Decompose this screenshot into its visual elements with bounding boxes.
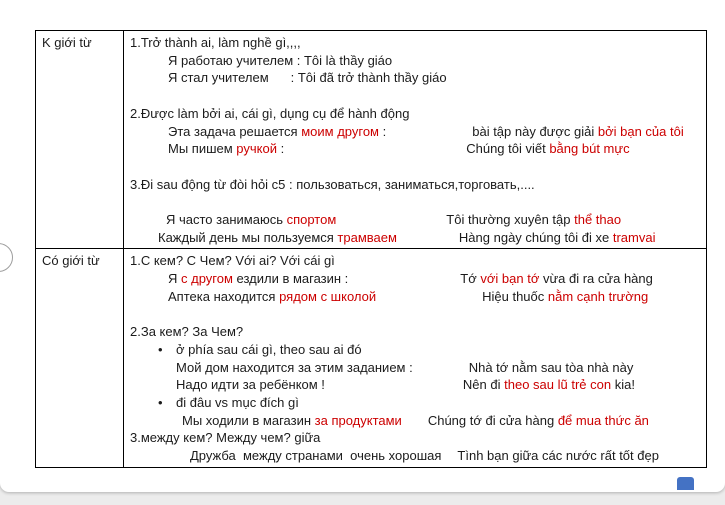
text-segment: 3.между кем? Между чем? giữa [130,430,321,446]
text-segment: với bạn tớ [480,271,540,287]
text-segment: Я стал учителем [168,70,269,86]
blue-shape[interactable] [677,477,694,490]
bullet-icon: • [158,395,163,410]
text-segment: Мой дом находится за этим заданием : [176,359,413,375]
text-line [130,34,704,52]
text-segment: thể thao [574,211,622,227]
text-segment: tramvai [612,229,656,245]
text-segment: Аптека находится [168,288,280,304]
tab-space [284,152,466,153]
text-line [130,158,704,176]
text-line [130,105,704,123]
text-segment: 1.Trở thành ai, làm nghề gì,,,, [130,35,301,50]
text-segment: Tớ [460,271,481,287]
text-line [130,87,704,105]
text-line [130,193,704,211]
text-line [130,211,704,229]
text-segment: bằng bút mực [549,141,630,157]
row-header-cell[interactable] [36,31,124,248]
grammar-table [35,30,707,468]
text-line [130,323,704,341]
text-segment: Эта задача решается [168,123,302,139]
table-row-with-preposition [36,248,706,466]
text-segment: Tình bạn giữa các nước rất tốt đẹp [457,448,659,464]
text-segment: Мы ходили в магазин [182,412,315,428]
row-header-label: K giới từ [42,35,92,50]
text-segment: ездили в магазин : [232,271,349,287]
oval-shape[interactable] [0,243,13,272]
row-header-cell[interactable] [36,249,124,466]
text-segment: nằm cạnh trường [547,288,649,304]
text-segment: Hàng ngày chúng tôi đi xe [458,229,613,245]
text-segment: Я [168,271,181,287]
table-row-no-preposition [36,31,706,248]
text-line [130,140,704,158]
tab-space [336,223,446,224]
text-segment: kia! [611,377,635,393]
text-segment: 1.C кем? C Чем? Với ai? Với cái gì [130,253,335,269]
text-line [130,176,704,194]
text-line [130,52,704,70]
text-segment: Nhà tớ nằm sau tòa nhà này [468,359,634,375]
text-line [130,394,704,412]
text-segment: Chúng tôi viết [466,141,550,157]
text-segment: ручкой [236,141,277,157]
text-segment: đi đâu vs mục đích gì [176,395,299,410]
text-line [130,229,704,247]
text-segment: трамваем [337,229,397,245]
text-segment: bài tập này được giải [472,123,598,139]
text-line [130,412,704,430]
text-line [130,376,704,394]
row-content-cell[interactable] [124,249,706,466]
text-segment: моим другом [301,123,379,139]
text-segment: Я часто занимаюсь [166,211,287,227]
text-line [130,447,704,465]
text-segment: 3.Đi sau động từ đòi hỏi c5 : пользоваться, заниматься,торговать,.... [130,176,535,192]
text-segment: Nên đi [462,377,505,393]
text-segment: : Tôi đã trở thành thầy giáo [290,70,447,86]
text-segment: vừa đi ra cửa hàng [539,271,653,287]
text-segment: theo sau lũ trẻ con [504,377,612,393]
text-segment: Tôi thường xuyên tập [446,211,575,227]
text-line [130,123,704,141]
text-segment: Каждый день мы пользуемся [158,229,338,245]
text-segment: Я работаю учителем : Tôi là thầy giáo [168,52,393,68]
tab-space [402,424,428,425]
text-line [130,288,704,306]
text-line [130,359,704,377]
text-segment: спортом [286,211,337,227]
tab-space [397,241,459,242]
text-line [130,69,704,87]
text-segment: 2.Được làm bởi ai, cái gì, dụng cụ để hành động [130,105,410,121]
text-line [130,252,704,270]
row-header-label: Có giới từ [42,253,100,269]
tab-space [386,135,472,136]
text-segment: за продуктами [314,412,402,428]
tab-space [441,459,457,460]
text-segment: Дружба между странами очень хорошая [190,448,442,464]
text-segment: Надо идти за ребёнком ! [176,377,325,393]
text-line [130,270,704,288]
text-segment: Мы пишем [168,141,237,157]
text-segment: : [379,123,387,139]
text-line [130,341,704,359]
tab-space [325,388,463,389]
tab-space [376,300,482,301]
text-segment: с другом [181,271,233,287]
tab-space [413,371,469,372]
text-segment: Hiệu thuốc [482,288,548,304]
tab-space [269,81,291,82]
text-segment: Chúng tớ đi cửa hàng [427,412,558,428]
tab-space [348,282,460,283]
bullet-icon: • [158,341,163,357]
text-segment: 2.За кем? За Чем? [130,324,244,340]
text-segment: : [276,141,285,157]
text-line [130,306,704,324]
text-segment: ở phía sau cái gì, theo sau ai đó [176,341,362,357]
text-segment: рядом с школой [279,288,377,304]
row-content-cell[interactable] [124,31,706,248]
text-segment: bởi bạn của tôi [597,123,684,139]
text-line [130,429,704,447]
text-segment: để mua thức ăn [557,412,649,428]
